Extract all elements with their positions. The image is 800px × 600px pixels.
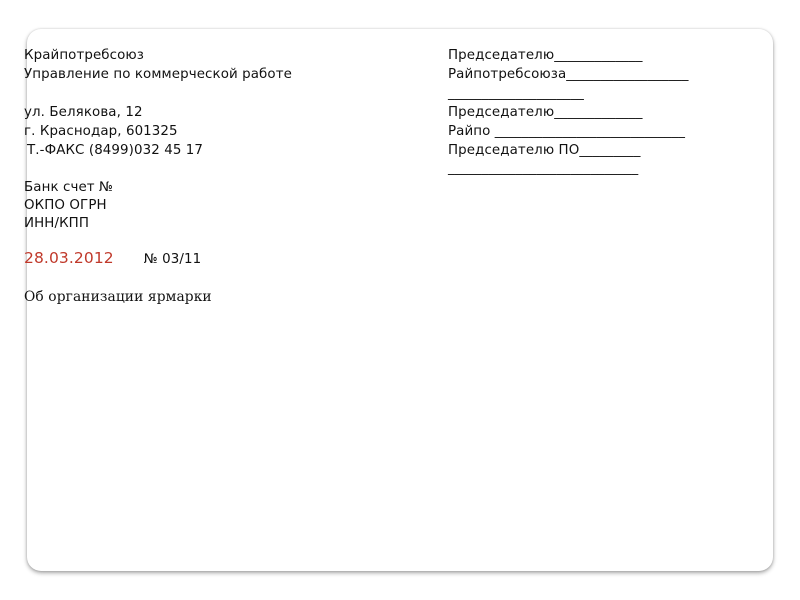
sender-phone-fax: Т.-ФАКС (8499)032 45 17 (27, 143, 204, 158)
recipient-line-3: ____________________ (448, 86, 584, 101)
letter-date: 28.03.2012 (24, 249, 114, 267)
sender-department: Управление по коммерческой работе (24, 67, 292, 82)
letter-number: № 03/11 (143, 252, 202, 267)
sender-city: г. Краснодар, 601325 (24, 124, 178, 139)
recipient-line-5: Райпо ____________________________ (448, 124, 686, 139)
letter-page (24, 29, 773, 571)
recipient-line-7: ____________________________ (448, 161, 639, 176)
sender-org: Крайпотребсоюз (24, 48, 145, 63)
sender-bank: Банк счет № (24, 180, 114, 195)
sender-street: ул. Белякова, 12 (24, 105, 143, 120)
recipient-line-6: Председателю ПО_________ (448, 143, 641, 158)
sender-inn-kpp: ИНН/КПП (24, 216, 90, 231)
recipient-line-4: Председателю_____________ (448, 105, 643, 120)
recipient-line-1: Председателю_____________ (448, 48, 643, 63)
recipient-line-2: Райпотребсоюза__________________ (448, 67, 689, 82)
letter-date-line (24, 249, 201, 269)
sender-okpo-ogrn: ОКПО ОГРН (24, 198, 107, 213)
letter-subject: Об организации ярмарки (24, 289, 212, 305)
